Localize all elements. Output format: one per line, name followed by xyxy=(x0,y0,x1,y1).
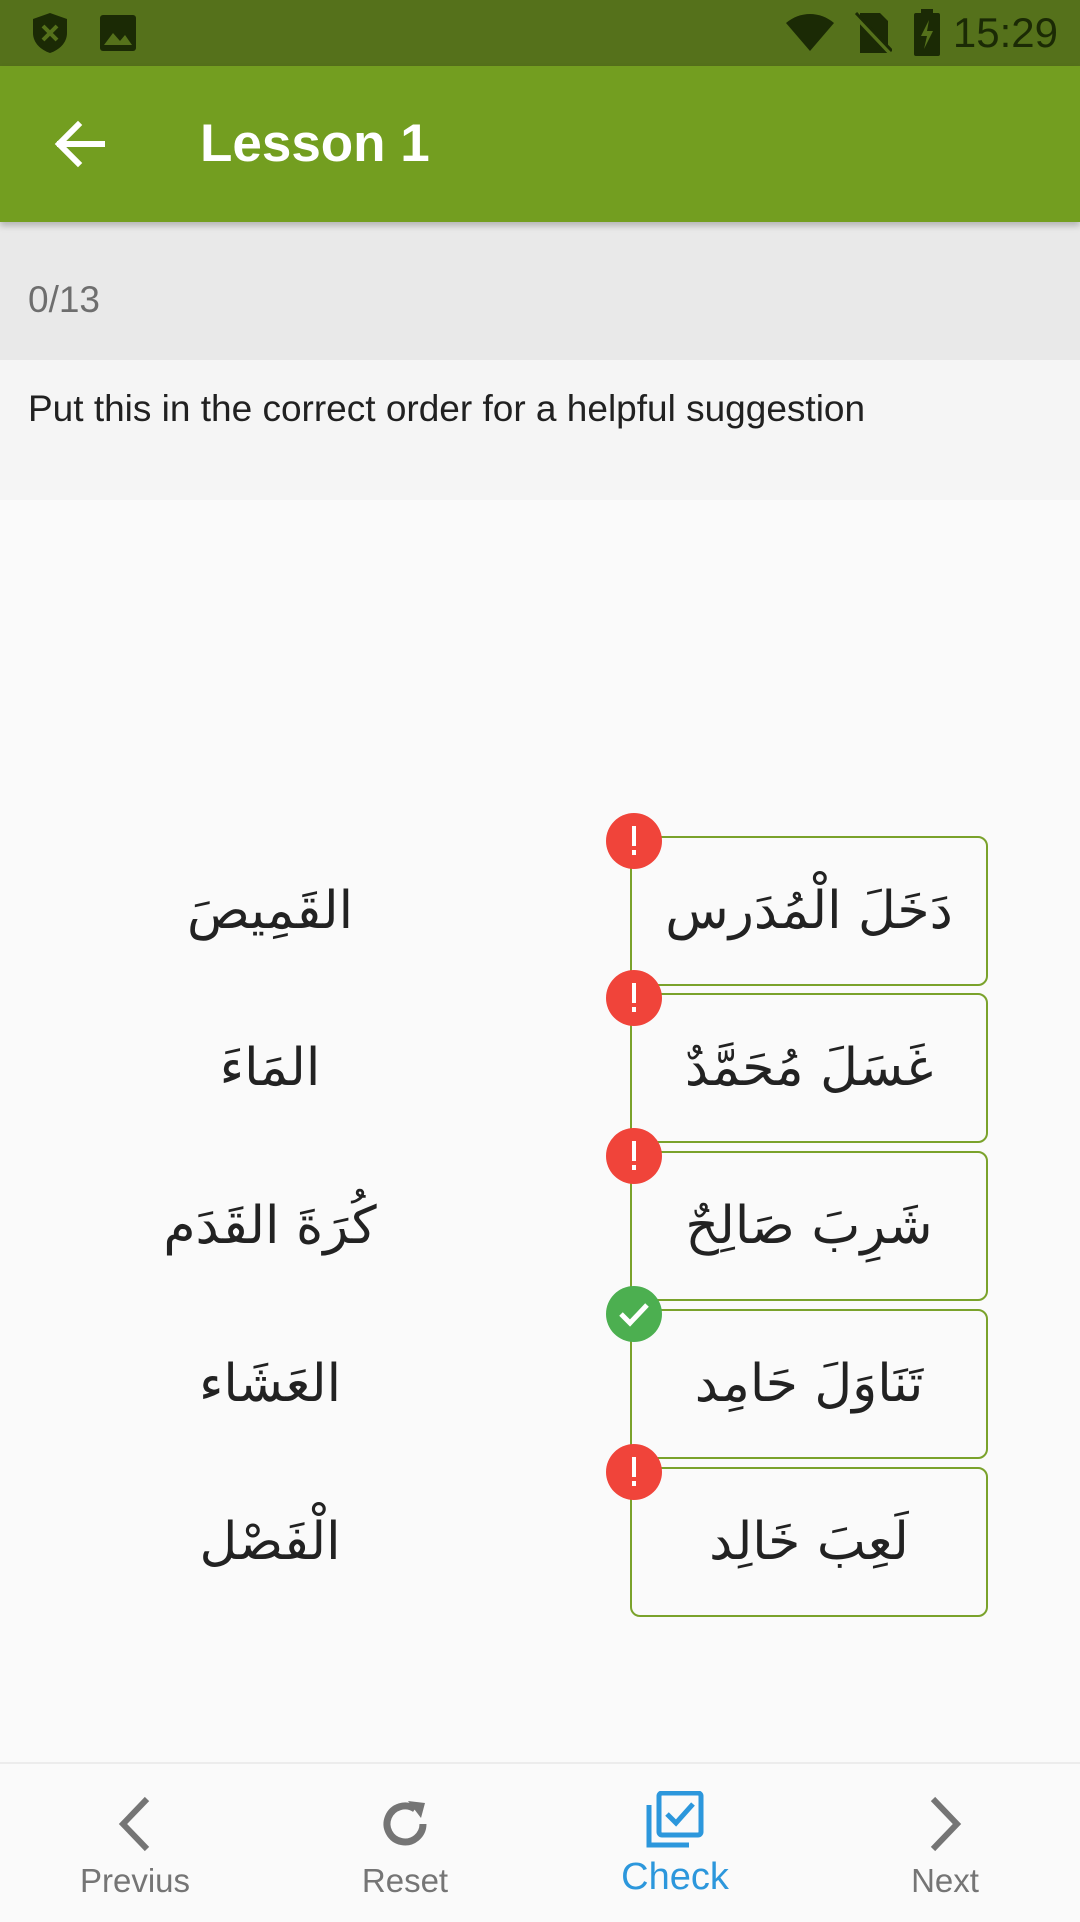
progress-counter: 0/13 xyxy=(28,279,101,320)
progress-row xyxy=(0,222,1080,360)
no-sim-icon xyxy=(852,0,892,66)
answer-box[interactable]: غَسَلَ مُحَمَّدٌ xyxy=(630,993,988,1143)
bottom-nav xyxy=(0,1762,1080,1922)
shield-x-icon xyxy=(30,0,70,66)
answer-box[interactable]: لَعِبَ خَالِد xyxy=(630,1467,988,1617)
previous-label: Previus xyxy=(79,1862,191,1899)
left-word: القَمِيصَ xyxy=(186,881,354,941)
wifi-icon xyxy=(784,0,836,66)
left-word: العَشَاء xyxy=(198,1354,342,1414)
wrong-indicator xyxy=(606,1444,662,1500)
wrong-indicator xyxy=(606,970,662,1026)
arrow-left-icon xyxy=(54,120,106,168)
exclamation-icon xyxy=(629,824,639,858)
reset-button[interactable] xyxy=(270,1764,540,1922)
battery-charging-icon xyxy=(912,0,942,66)
status-time: 15:29 xyxy=(952,9,1058,56)
page-title: Lesson 1 xyxy=(200,114,430,173)
app-bar xyxy=(0,66,1080,222)
answer-box[interactable]: شَرِبَ صَالِحٌ xyxy=(630,1151,988,1301)
exclamation-icon xyxy=(629,1455,639,1489)
checkmark-icon xyxy=(617,1300,651,1328)
refresh-icon xyxy=(270,1794,540,1854)
correct-indicator xyxy=(606,1286,662,1342)
left-word: الْفَصْل xyxy=(199,1512,341,1572)
left-word: كُرَةَ القَدَم xyxy=(163,1196,377,1256)
wrong-indicator xyxy=(606,1128,662,1184)
check-button[interactable] xyxy=(540,1764,810,1922)
instruction-row xyxy=(0,360,1080,500)
exclamation-icon xyxy=(629,981,639,1015)
chevron-right-icon xyxy=(810,1794,1080,1854)
previous-button[interactable] xyxy=(0,1764,270,1922)
image-icon xyxy=(98,0,138,66)
next-label: Next xyxy=(911,1862,979,1899)
left-word: المَاءَ xyxy=(219,1038,321,1098)
reset-label: Reset xyxy=(361,1862,449,1899)
next-button[interactable] xyxy=(810,1764,1080,1922)
answer-box[interactable]: دَخَلَ الْمُدَرس xyxy=(630,836,988,986)
answer-box[interactable]: تَنَاوَلَ حَامِد xyxy=(630,1309,988,1459)
wrong-indicator xyxy=(606,813,662,869)
instruction-text: Put this in the correct order for a helpful suggestion xyxy=(28,388,866,429)
back-button[interactable] xyxy=(40,104,120,184)
status-bar xyxy=(0,0,1080,66)
chevron-left-icon xyxy=(0,1794,270,1854)
checklist-icon xyxy=(540,1790,810,1850)
check-label: Check xyxy=(621,1856,729,1898)
exclamation-icon xyxy=(629,1139,639,1173)
